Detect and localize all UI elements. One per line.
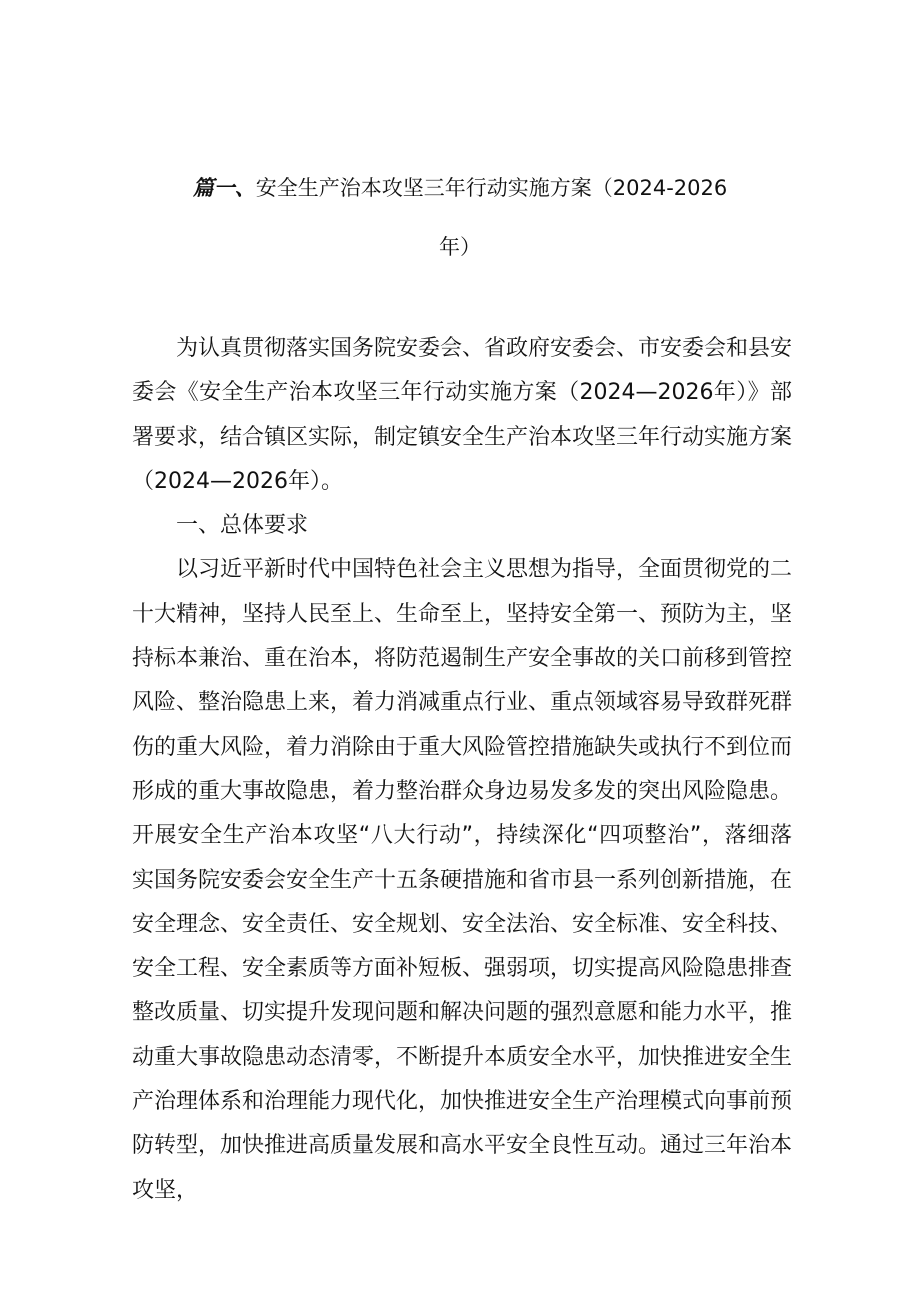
document-body [132, 327, 792, 1213]
intro-paragraph: 为认真贯彻落实国务院安委会、省政府安委会、市安委会和县安委会《安全生产治本攻坚三年行动实施方案（2024—2026年）》部署要求，结合镇区实际，制定镇安全生产治本攻坚三年行动实施方案（2024—2026年）。 [132, 336, 793, 494]
title-main: 安全生产治本攻坚三年行动实施方案（2024-2026 [255, 176, 728, 200]
title-label: 篇一、 [192, 175, 256, 200]
document-title [0, 173, 920, 203]
overall-requirements-paragraph: 以习近平新时代中国特色社会主义思想为指导，全面贯彻党的二十大精神，坚持人民至上、生命至上，坚持安全第一、预防为主，坚持标本兼治、重在治本，将防范遏制生产安全事故的关口前移到管控风险、整治隐患上来，着力消减重点行业、重点领域容易导致群死群伤的重大风险，着力消除由于重大风险管控措施缺失或执行不到位而形成的重大事故隐患，着力整治群众身边易发多发的突出风险隐患。开展安全生产治本攻坚“八大行动”，持续深化“四项整治”，落细落实国务院安委会安全生产十五条硬措施和省市县一系列创新措施，在安全理念、安全责任、安全规划、安全法治、安全标准、安全科技、安全工程、安全素质等方面补短板、强弱项，切实提高风险隐患排查整改质量、切实提升发现问题和解决问题的强烈意愿和能力水平，推动重大事故隐患动态清零，不断提升本质安全水平，加快推进安全生产治理体系和治理能力现代化，加快推进安全生产治理模式向事前预防转型，加快推进高质量发展和高水平安全良性互动。通过三年治本攻坚， [132, 557, 793, 1203]
section-heading-overall-requirements: 一、总体要求 [176, 513, 309, 539]
document-title-line-2: 年） [439, 235, 481, 259]
